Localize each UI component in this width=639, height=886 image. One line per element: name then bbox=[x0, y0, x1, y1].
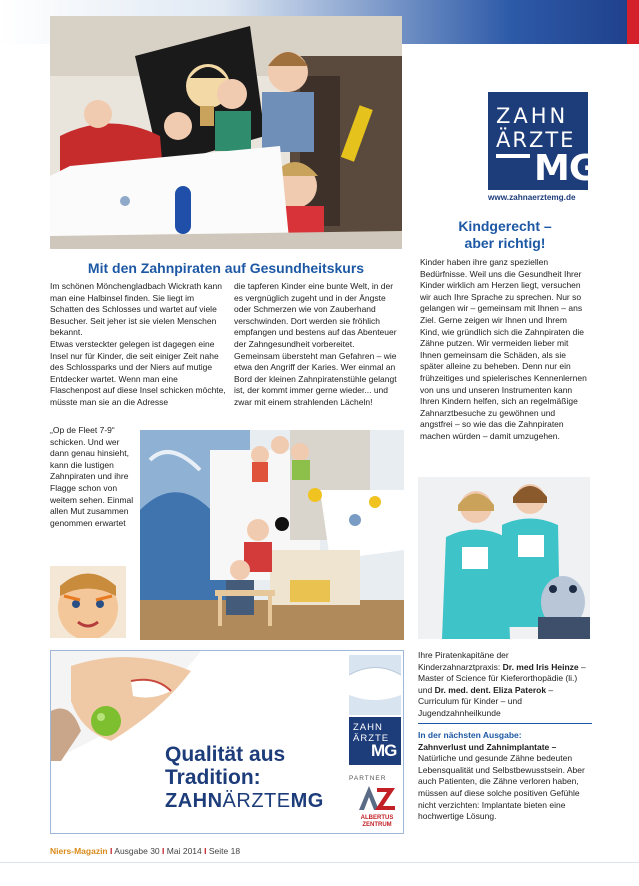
ad-brand bbox=[165, 790, 324, 813]
header-red-accent bbox=[627, 0, 639, 44]
ad-headline-line-1: Qualität aus bbox=[165, 743, 286, 766]
logo-line-1: ZAHN bbox=[496, 104, 569, 128]
ad-headline bbox=[165, 743, 285, 789]
caption-intro: Ihre Piratenkapitäne der Kinderzahnarztpraxis: bbox=[418, 650, 509, 672]
footer-separator-2: I bbox=[162, 846, 165, 856]
article-paragraph-4: die tapferen Kinder eine bunte Welt, in der es vergnüglich zugeht und in der Ängste oder Schmerzen wie von Zauberhand verschwinden. Dort werden sie fröhlich empfangen und bestens auf das Abenteuer der Zahngesundheit vorbereitet. Gemeinsam übersteht man Gefahren – wie etwa den Angriff der Karies. Wer einmal an Bord der kleinen Zahnpiratenstühle gelangt ist, der kommt immer gerne wieder... und zwar mit einem strahlenden Lächeln! bbox=[234, 281, 397, 407]
teeth-closeup-photo bbox=[349, 655, 401, 715]
article-column-2 bbox=[234, 281, 402, 409]
side-title-line-2: aber richtig! bbox=[464, 235, 546, 251]
caption-name-1: Dr. med Iris Heinze bbox=[502, 661, 579, 672]
article-title: Mit den Zahnpiraten auf Gesundheitskurs bbox=[87, 260, 365, 276]
footer-date: Mai 2014 bbox=[166, 846, 202, 856]
ad-headline-line-2: Tradition: bbox=[165, 766, 261, 789]
logo-url[interactable]: www.zahnaerztemg.de bbox=[488, 193, 576, 202]
article-paragraph-2: Etwas versteckter gelegen ist dagegen eine Insel nur für Kinder, die seit einiger Zeit nahe des Schlossparks und der Niers auf mutige Entdecker wartet. Wenn man eine Flaschenpost auf diese Insel schicken möchte, müsste man sie an die Adresse bbox=[50, 338, 226, 407]
page-footer bbox=[50, 846, 240, 856]
logo-bar bbox=[496, 154, 530, 158]
side-title-line-1: Kindgerecht – bbox=[458, 218, 552, 234]
next-issue-box bbox=[418, 730, 592, 823]
az-line-1: ALBERTUS bbox=[360, 815, 394, 821]
side-article-body: Kinder haben ihre ganz speziellen Bedürfnisse. Weil uns die Gesundheit Ihrer Kinder wirklich am Herzen liegt, versuchen wir auch Ihre Sprache zu sprechen. Nur so gelangen wir – gemeinsam mit Ihnen – ans Ziel. Gerne zeigen wir Ihnen und Ihrem Kind, wie gründlich sich die Zahnpiraten die Zähne putzen. Wir vermeiden lieber mit Ihnen gemeinsam die Schäden, als sie später alleine zu beheben. Denn nur ein frühzeitiges und spielerisches Kennenlernen von uns und unseren Instrumenten kann Ihren Kindern helfen, sich an regelmäßige Zahnarztbesuche zu gewöhnen und angstfrei – so wie das die Zahnpiraten machen würden – damit umzugehen. bbox=[420, 257, 587, 441]
ad-logo-line-2: ÄRZTE bbox=[353, 733, 390, 744]
footer-rule bbox=[0, 862, 639, 863]
footer-separator-3: I bbox=[204, 846, 207, 856]
footer-issue: Ausgabe 30 bbox=[114, 846, 160, 856]
ad-logo-line-3: MG bbox=[371, 741, 397, 760]
caption-role-2: – Curriculum für Kinder – und Jugendzahnheilkunde bbox=[418, 684, 554, 718]
ad-brand-part-2: ÄRZTE bbox=[222, 790, 291, 812]
section-divider bbox=[418, 723, 592, 724]
team-caption bbox=[418, 650, 592, 720]
pirate-treatment-room-photo bbox=[140, 430, 404, 640]
ad-brand-part-3: MG bbox=[290, 790, 324, 812]
footer-magazine: Niers-Magazin bbox=[50, 846, 108, 856]
zahnaerzte-advertisement bbox=[50, 650, 404, 834]
albertus-zentrum-logo-icon bbox=[357, 784, 397, 812]
zahnaerzte-mg-logo bbox=[488, 92, 598, 190]
next-issue-heading: In der nächsten Ausgabe: bbox=[418, 730, 522, 740]
logo-line-3: MG bbox=[534, 148, 598, 189]
ad-partner-label: PARTNER bbox=[349, 775, 387, 782]
footer-separator-1: I bbox=[110, 846, 113, 856]
dentists-team-photo bbox=[418, 477, 590, 639]
caption-role-1: – Master of Science für Kieferorthopädie (li.) und bbox=[418, 661, 586, 695]
logo-line-2: ÄRZTE bbox=[496, 128, 576, 152]
article-column-1 bbox=[50, 281, 226, 409]
article-paragraph-1: Im schönen Mönchengladbach Wickrath kann man eine Halbinsel finden. Sie liegt im Schatten des Schlosses und wartet auf viele Besucher. Seit jeher ist sie vielen Menschen bekannt. bbox=[50, 281, 222, 338]
kid-face-paint-photo bbox=[50, 566, 126, 638]
caption-name-2: Dr. med. dent. Eliza Paterok bbox=[434, 684, 547, 695]
next-issue-body: Natürliche und gesunde Zähne bedeuten Lebensqualität und Selbstbewusstsein. Aber auch Patienten, die Zähne verloren haben, müssen auf diese solche positiven Gefühle nicht verzichten: Implantate bieten eine hochwertige Lösung. bbox=[418, 753, 585, 822]
article-column-1-continued bbox=[50, 425, 134, 529]
ad-zahnaerzte-logo bbox=[349, 717, 401, 765]
ad-logo-line-1: ZAHN bbox=[353, 722, 383, 733]
pirate-ship-kids-photo bbox=[50, 16, 402, 249]
ad-brand-part-1: ZAHN bbox=[165, 790, 223, 812]
article-paragraph-3: „Op de Fleet 7-9“ schicken. Und wer dann genau hinsieht, kann die lustigen Zahnpiraten und ihre Flagge schon von weitem sehen. Einmal allen Mut zusammen genommen erwartet bbox=[50, 425, 134, 528]
next-issue-topic: Zahnverlust und Zahnimplantate – bbox=[418, 741, 557, 752]
side-article-title bbox=[420, 218, 590, 252]
albertus-zentrum-text bbox=[349, 815, 404, 829]
footer-page: Seite 18 bbox=[208, 846, 241, 856]
az-line-2: ZENTRUM bbox=[362, 822, 392, 828]
